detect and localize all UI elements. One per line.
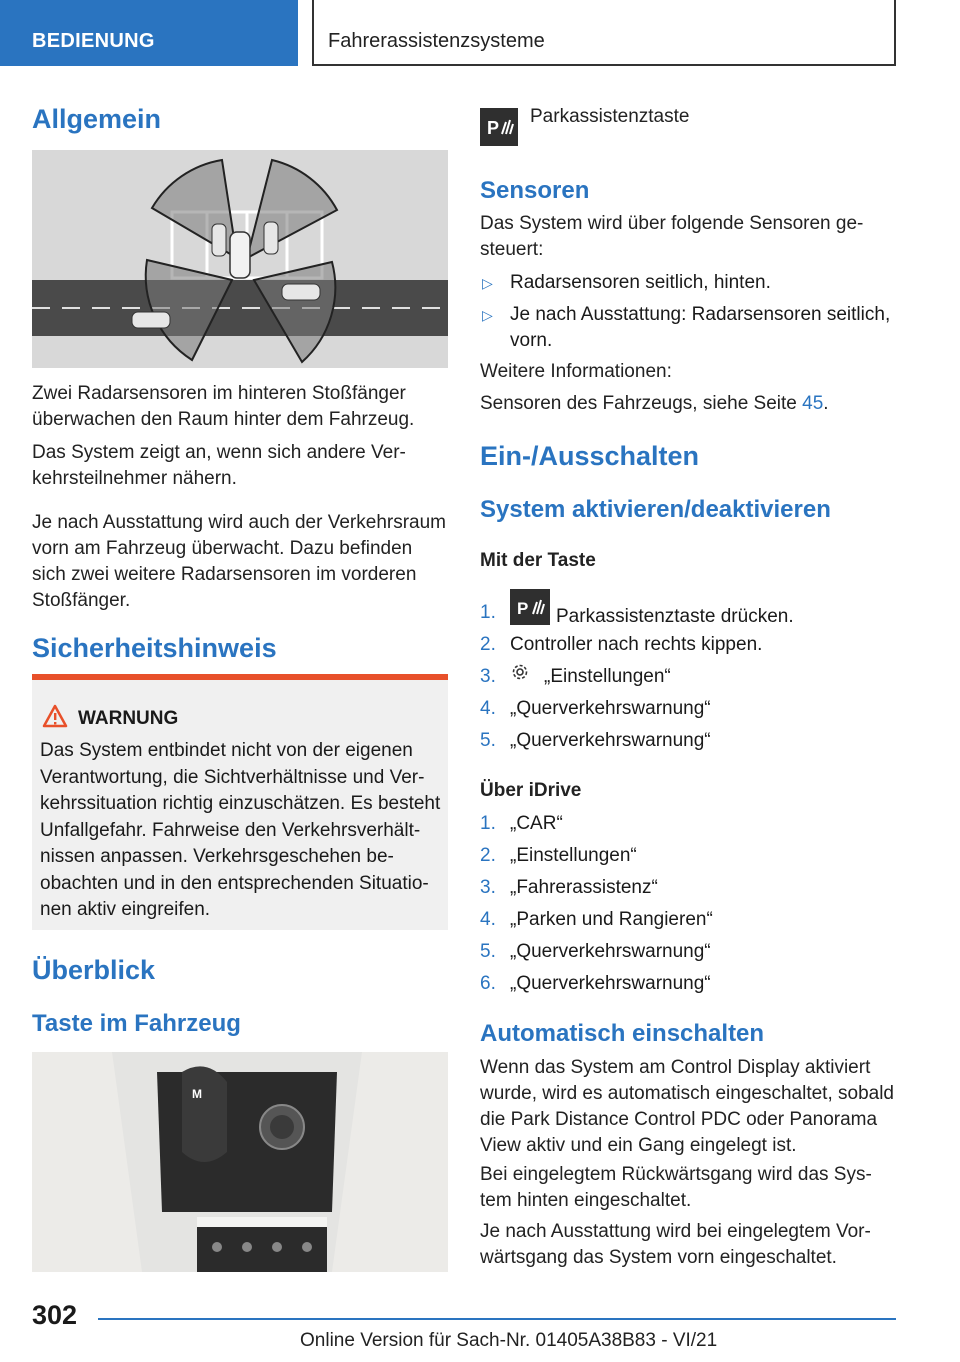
auto-paragraph-1: Wenn das System am Control Display aktiviert wurde, wird es automatisch eingeschaltet, sobald die Park Distance Control PDC oder Panorama View aktiv und ein Gang eingelegt ist. — [480, 1057, 895, 1156]
footer-version: Online Version für Sach-Nr. 01405A38B83 - VI/21 — [300, 1330, 718, 1351]
warning-text: Das System entbindet nicht von der eigenen Verantwortung, die Sichtverhältnisse und Verkehrssituation richtig einzuschätzen. Es besteht Unfallgefahr. Fahrweise den Verkehrsverhältnissen anpassen. Verkehrsgeschehen beobachten und in den entsprechenden Situationen aktiv eingreifen. — [40, 740, 441, 920]
heading-sensoren: Sensoren — [480, 177, 590, 204]
radar-illustration — [32, 150, 448, 368]
list-item: 5. „Querverkehrswarnung“ — [480, 730, 711, 751]
list-item: 4. „Parken und Rangieren“ — [480, 909, 713, 930]
warning-title: WARNUNG — [78, 708, 179, 729]
heading-taste-im-fahrzeug: Taste im Fahrzeug — [32, 1010, 241, 1037]
subheading-ueber-idrive: Über iDrive — [480, 780, 582, 801]
list-item: 1. P Parkassistenztaste drücken. — [480, 597, 794, 629]
list-item: ▷ Je nach Ausstattung: Radarsensoren seitlich, vorn. — [482, 304, 891, 351]
heading-automatisch-einschalten: Automatisch einschalten — [480, 1020, 765, 1047]
paragraph-3: Je nach Ausstattung wird auch der Verkehrsraum vorn am Fahrzeug überwacht. Dazu befinden sich zwei weitere Radarsensoren im vorderen Stoßfänger. — [32, 512, 447, 611]
svg-text:P: P — [517, 599, 529, 618]
sensoren-intro: Das System wird über folgende Sensoren gesteuert: — [480, 213, 864, 260]
svg-text:P: P — [487, 118, 500, 138]
list-item: 3. „Einstellungen“ — [480, 661, 794, 693]
heading-ein-ausschalten: Ein-/Ausschalten — [480, 441, 700, 471]
triangle-bullet-icon: ▷ — [482, 307, 493, 323]
gear-icon — [510, 661, 532, 693]
list-item: 1. „CAR“ — [480, 813, 563, 834]
page-number: 302 — [32, 1300, 78, 1330]
see-page-reference: Sensoren des Fahrzeugs, siehe Seite 45. — [480, 393, 829, 414]
warning-box — [32, 674, 448, 930]
parking-assist-icon — [510, 589, 550, 625]
list-item: 5. „Querverkehrswarnung“ — [480, 941, 711, 962]
warning-icon — [42, 704, 68, 733]
parking-assist-label: Parkassistenztaste — [530, 106, 690, 127]
paragraph-1: Zwei Radarsensoren im hinteren Stoßfänger überwachen den Raum hinter dem Fahrzeug. — [32, 383, 415, 430]
chapter-title: Fahrerassistenzsysteme — [312, 0, 896, 66]
svg-text:M: M — [192, 1087, 202, 1101]
heading-system-aktivieren: System aktivieren/deaktivieren — [480, 496, 831, 523]
more-info-label: Weitere Informationen: — [480, 361, 672, 382]
section-tab: BEDIENUNG — [0, 0, 298, 66]
auto-paragraph-2: Bei eingelegtem Rückwärtsgang wird das System hinten eingeschaltet. — [480, 1164, 872, 1211]
subheading-mit-der-taste: Mit der Taste — [480, 550, 596, 571]
list-item: 6. „Querverkehrswarnung“ — [480, 973, 711, 994]
heading-ueberblick: Überblick — [32, 955, 156, 985]
taste-steps — [480, 597, 794, 757]
sensoren-list — [480, 270, 900, 360]
parking-assist-button — [480, 108, 518, 146]
triangle-bullet-icon: ▷ — [482, 275, 493, 291]
list-item: ▷ Radarsensoren seitlich, hinten. — [480, 270, 900, 296]
list-item: 2. „Einstellungen“ — [480, 845, 637, 866]
list-item: 3. „Fahrerassistenz“ — [480, 877, 658, 898]
page-link[interactable]: 45 — [802, 393, 824, 414]
center-console-photo — [32, 1052, 448, 1272]
list-item: 4. „Querverkehrswarnung“ — [480, 698, 711, 719]
footer-divider — [98, 1318, 896, 1320]
heading-sicherheitshinweis: Sicherheitshinweis — [32, 633, 277, 663]
auto-paragraph-3: Je nach Ausstattung wird bei eingelegtem Vorwärtsgang das System vorn eingeschaltet. — [480, 1221, 871, 1268]
list-item: 2. Controller nach rechts kippen. — [480, 634, 763, 655]
idrive-steps — [480, 808, 713, 1000]
parking-assist-icon — [480, 108, 518, 146]
paragraph-2: Das System zeigt an, wenn sich andere Verkehrsteilnehmer nähern. — [32, 442, 406, 489]
heading-allgemein: Allgemein — [32, 104, 162, 134]
